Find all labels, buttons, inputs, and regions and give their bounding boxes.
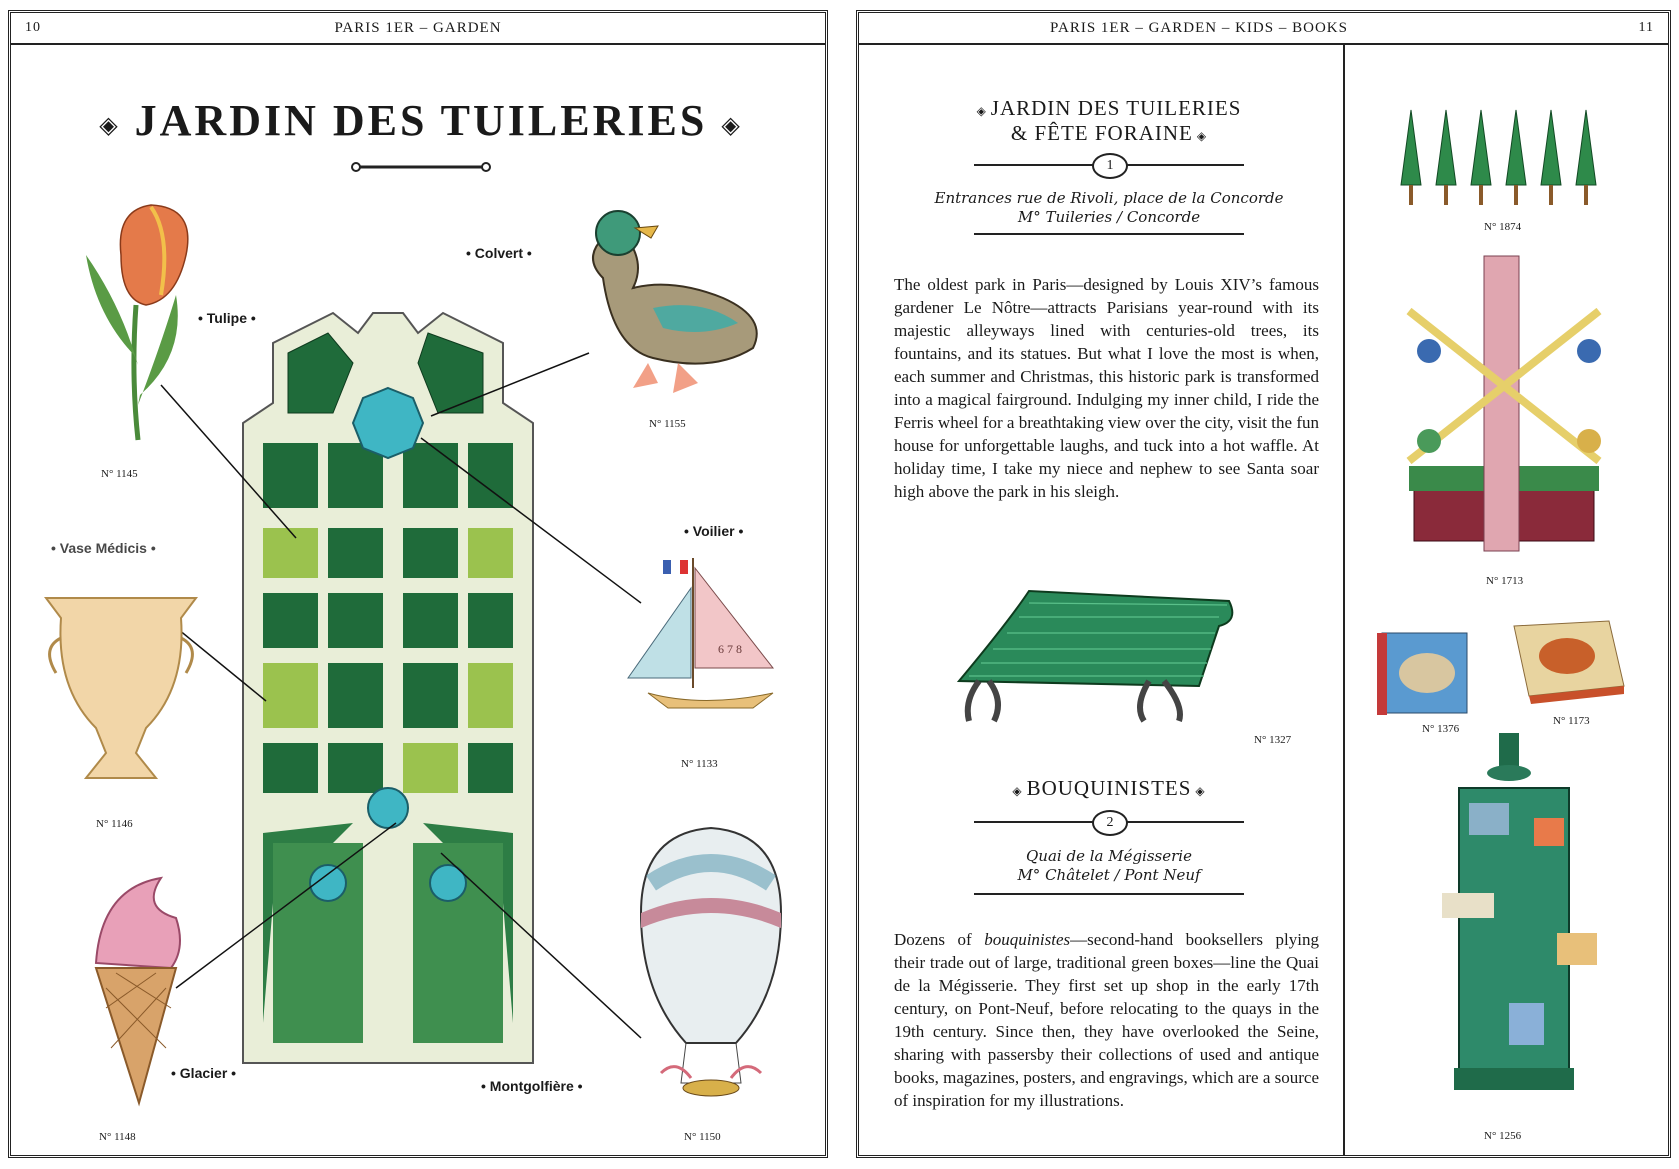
label-voilier: • Voilier • bbox=[684, 523, 744, 539]
section1-ornament-icon: ◈ bbox=[976, 104, 991, 118]
duck-illustration bbox=[573, 198, 773, 398]
section1-body: The oldest park in Paris—designed by Louis XIV’s famous gardener Le Nôtre—attracts Parisians year-round with its majestic alleyways lined with centuries-old trees, its fountains, and its statues. But what I love the most is when, each summer and Christmas, this historic park is transformed into a magical fairground. Indulging my inner child, I ride the Ferris wheel for a breathtaking view over the city, visit the fun house for unforgettable laughs, and tuck into a hot waffle. At holiday time, I take my niece and nephew to see Santa soar high above the park in his sleigh. bbox=[894, 275, 1319, 501]
number-kiosk: N° 1256 bbox=[1484, 1130, 1522, 1142]
number-book2: N° 1173 bbox=[1553, 715, 1590, 727]
label-montgolfiere: • Montgolfière • bbox=[481, 1078, 583, 1094]
running-head-left: PARIS 1ER – GARDEN bbox=[334, 20, 502, 36]
sailboat-illustration bbox=[623, 548, 783, 718]
title-ornament-right-icon: ◈ bbox=[721, 112, 743, 139]
section2-ornament-right-icon: ◈ bbox=[1191, 784, 1206, 798]
section2-address: Quai de la Mégisserie M° Châtelet / Pont Neuf bbox=[1017, 847, 1201, 884]
number-tulipe: N° 1145 bbox=[101, 468, 138, 480]
vase-illustration bbox=[36, 578, 206, 793]
running-head-right: PARIS 1ER – GARDEN – KIDS – BOOKS bbox=[1050, 20, 1348, 36]
section2-number-badge: 2 bbox=[1092, 810, 1128, 836]
right-header bbox=[859, 13, 1668, 45]
balloon-illustration bbox=[631, 823, 791, 1123]
title-text: JARDIN DES TUILERIES bbox=[134, 96, 708, 145]
label-glacier: • Glacier • bbox=[171, 1065, 237, 1081]
number-balloon: N° 1150 bbox=[684, 1131, 721, 1143]
section1-rule-bottom bbox=[974, 233, 1244, 235]
title-ornament-left-icon: ◈ bbox=[99, 112, 121, 139]
right-page bbox=[856, 10, 1671, 1158]
trees-illustration bbox=[1399, 105, 1619, 215]
section2-body: Dozens of bouquinistes—second-hand booksellers plying their trade out of large, traditional green boxes—line the Quai de la Mégisserie. They first set up shop in the early 17th century, on Pont-Neuf, before relocating to the quays in the 19th century. Since then, they have overlooked the Seine, sharing with passersby their collections of used and antique books, magazines, posters, and engravings, which are a source of inspiration for my illustrations. bbox=[894, 930, 1319, 1110]
number-trees: N° 1874 bbox=[1484, 221, 1522, 233]
section2-ornament-left-icon: ◈ bbox=[1012, 784, 1027, 798]
section2-rule-bottom bbox=[974, 893, 1244, 895]
number-duck: N° 1155 bbox=[649, 418, 686, 430]
page-number-left: 10 bbox=[25, 20, 41, 35]
fairground-wheel-illustration bbox=[1399, 251, 1619, 571]
book1-illustration bbox=[1377, 625, 1477, 720]
number-book1: N° 1376 bbox=[1422, 723, 1460, 735]
left-page bbox=[8, 10, 828, 1158]
section1-number-badge: 1 bbox=[1092, 153, 1128, 179]
section2-title: ◈ BOUQUINISTES ◈ bbox=[1012, 776, 1206, 800]
section1-title: ◈ JARDIN DES TUILERIES & FÊTE FORAINE ◈ bbox=[976, 96, 1242, 145]
number-wheel: N° 1713 bbox=[1486, 575, 1524, 587]
section1-address: Entrances rue de Rivoli, place de la Concorde M° Tuileries / Concorde bbox=[934, 189, 1284, 226]
svg-text:6 7 8: 6 7 8 bbox=[718, 642, 742, 656]
label-tulipe: • Tulipe • bbox=[198, 310, 256, 326]
label-colvert: • Colvert • bbox=[466, 245, 532, 261]
label-vase: • Vase Médicis • bbox=[51, 540, 156, 556]
bench-illustration bbox=[949, 581, 1239, 731]
number-bench: N° 1327 bbox=[1254, 734, 1292, 746]
number-boat: N° 1133 bbox=[681, 758, 718, 770]
page-number-right: 11 bbox=[1638, 20, 1654, 35]
number-icecream: N° 1148 bbox=[99, 1131, 136, 1143]
column-divider bbox=[1343, 43, 1345, 1155]
book2-illustration bbox=[1509, 616, 1629, 706]
kiosk-illustration bbox=[1439, 733, 1619, 1113]
number-vase: N° 1146 bbox=[96, 818, 133, 830]
